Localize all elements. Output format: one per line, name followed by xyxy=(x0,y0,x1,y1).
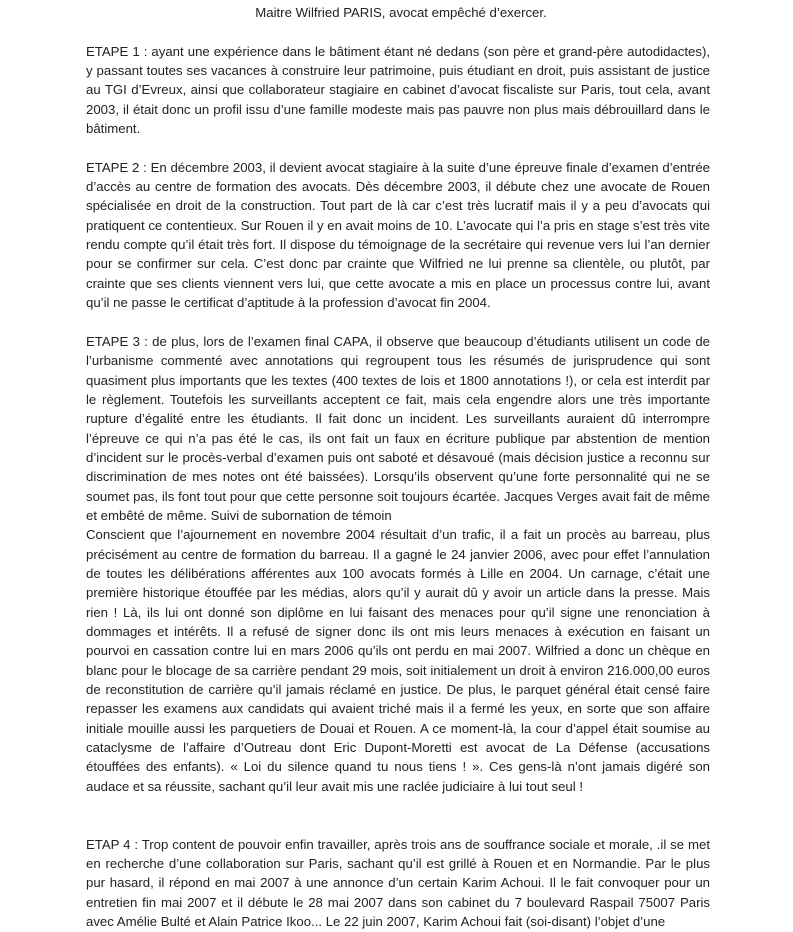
spacer xyxy=(86,313,710,332)
spacer xyxy=(86,138,710,157)
document-title: Maitre Wilfried PARIS, avocat empêché d’exercer. xyxy=(255,5,547,20)
spacer xyxy=(86,796,710,835)
paragraph-etape-2: ETAPE 2 : En décembre 2003, il devient avocat stagiaire à la suite d’une épreuve finale d’examen d’entrée d’accès au centre de formation des avocats. Dès décembre 2003, il débute chez une avocate de Rouen spécialisée en droit de la construction. Tout part de là car c’est très lucratif mais il y a peu d’avocats qui pratiquent ce contentieux. Sur Rouen il y en avait moins de 10. L’avocate qui l’a pris en stage s’est très vite rendu compte qu’il était très fort. Il dispose du témoignage de la secrétaire qui revenue vers lui l’an dernier pour se confirmer sur cela. C’est donc par crainte que Wilfried ne lui prenne sa clientèle, ou plutôt, par crainte que ses clients viennent vers lui, que cette avocate a mis en place un processus contre lui, avant qu’il ne passe le certificat d’aptitude à la profession d’avocat fin 2004. xyxy=(86,159,710,311)
document-page xyxy=(86,3,710,932)
paragraph-etape-3: ETAPE 3 : de plus, lors de l’examen final CAPA, il observe que beaucoup d’étudiants utilisent un code de l’urbanisme commenté avec annotations qui regroupent tous les résumés de jurisprudence qui sont quasiment plus importants que les textes (400 textes de lois et 1800 annotations !), or cela est interdit par le règlement. Toutefois les surveillants acceptent ce fait, mais cela engendre alors une très importante rupture d’égalité entre les étudiants. Il fait donc un incident. Les surveillants auraient dû interrompre l’épreuve ce qui n’a pas été le cas, ils ont fait un faux en écriture publique par abstention de mention d’incident sur le procès-verbal d’examen puis ont saboté et désavoué (mais décision justice a reconnu sur discrimination de mes notes ont été baissées). Lorsqu’ils observent qu’une forte personnalité qui ne se soumet pas, ils font tout pour que cette personne soit toujours écartée. Jacques Verges avait fait de même et embêté de même. Suivi de subornation de témoin xyxy=(86,333,710,523)
paragraph-conscient: Conscient que l’ajournement en novembre 2004 résultait d’un trafic, il a fait un procès au barreau, plus précisément au centre de formation du barreau. Il a gagné le 24 janvier 2006, avec pour effet l’annulation de toutes les délibérations afférentes aux 100 avocats formés à Lille en 2004. Un carnage, c’était une première historique étouffée par les médias, alors qu’il y aurait dû y avoir un article dans la presse. Mais rien ! Là, ils lui ont donné son diplôme en lui faisant des menaces pour qu’il signe une renonciation à dommages et intérêts. Il a refusé de signer donc ils ont mis leurs menaces à exécution en faisant un pourvoi en cassation contre lui en mars 2006 qu’ils ont perdu en mai 2007. Wilfried a donc un chèque en blanc pour le blocage de sa carrière pendant 29 mois, soit initialement un droit à environ 216.000,00 euros de reconstitution de carrière qu’il jamais réclamé en justice. De plus, le parquet général était censé faire repasser les examens aux candidats qui avaient triché mais il a fermé les yeux, en sorte que son affaire initiale mouille aussi les parquetiers de Douai et Rouen. A ce moment-là, la cour d’appel était soumise au cataclysme de l’affaire d’Outreau dont Eric Dupont-Moretti est avocat de La Défense (accusations étouffées des enfants). « Loi du silence quand tu nous tiens ! ». Ces gens-là n’ont jamais digéré son audace et sa réussite, sachant qu’il leur avait mis une raclée judiciaire à lui tout seul ! xyxy=(86,527,710,794)
paragraph-etape-1: ETAPE 1 : ayant une expérience dans le bâtiment étant né dedans (son père et grand-père autodidactes), y passant toutes ses vacances à construire leur patrimoine, puis étudiant en droit, puis assistant de justice au TGI d’Evreux, ainsi que collaborateur stagiaire en cabinet d’avocat fiscaliste sur Paris, tout cela, avant 2003, il était donc un profil issu d’une famille modeste mais pas pauvre non plus mais débrouillard dans le bâtiment. xyxy=(86,43,710,137)
paragraph-etape-4: ETAP 4 : Trop content de pouvoir enfin travailler, après trois ans de souffrance sociale et morale, .il se met en recherche d’une collaboration sur Paris, sachant qu’il est grillé à Rouen et en Normandie. Par le plus pur hasard, il répond en mai 2007 à une annonce d’un certain Karim Achoui. Il le fait convoquer pour un entretien fin mai 2007 et il débute le 28 mai 2007 dans son cabinet du 7 boulevard Raspail 75007 Paris avec Amélie Bulté et Alain Patrice Ikoo... Le 22 juin 2007, Karim Achoui fait (soi-disant) l’objet d’une xyxy=(86,836,710,930)
spacer xyxy=(86,22,710,41)
